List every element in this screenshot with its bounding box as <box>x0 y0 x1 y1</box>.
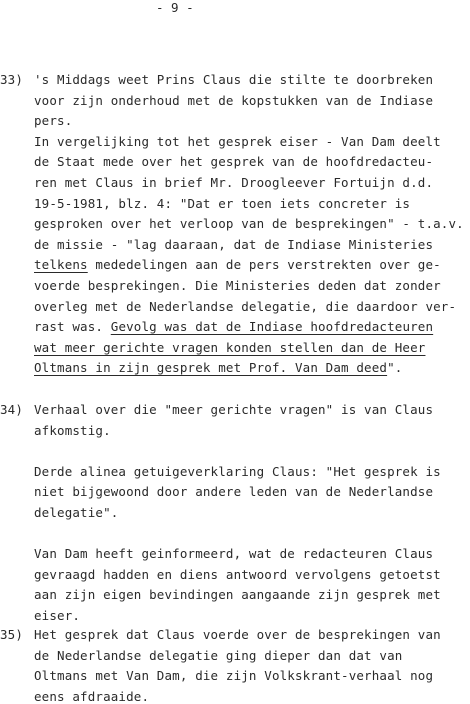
text-line <box>34 566 441 582</box>
text-line <box>34 670 433 683</box>
text-line <box>34 92 434 108</box>
text-line <box>34 177 433 190</box>
text-segment: Oltmans met Van Dam, die zijn Volkskrant-verhaal nog <box>34 668 434 684</box>
underlined-text: Gevolg was dat de Indiase hoofdredacteuren <box>110 319 434 335</box>
text-segment: de Staat mede over het gesprek van de hoofdredacteu- <box>34 154 434 170</box>
text-line <box>34 321 433 334</box>
text-segment: 's Middags weet Prins Claus die stilte te doorbreken <box>34 72 434 87</box>
text-segment: overleg met de Nederlandse delegatie, die daardoor ver- <box>34 298 457 314</box>
text-segment: gesproken over het verloop van de besprekingen" - t.a.v. <box>34 216 464 232</box>
text-segment: niet bijgewoond door andere leden van de Nederlandse <box>34 484 434 500</box>
paragraph-number: 35) <box>0 627 24 642</box>
text-segment: ren met Claus in brief Mr. Droogleever Fortuijn d.d. <box>34 175 434 190</box>
text-segment: gevraagd hadden en diens antwoord vervolgens getoetst <box>34 566 441 582</box>
text-segment: Derde alinea getuigeverklaring Claus: "Het gesprek is <box>34 463 441 479</box>
underlined-text: telkens <box>34 257 88 273</box>
text-line <box>34 507 118 520</box>
text-segment: de Nederlandse delegatie ging dieper dan dat van <box>34 647 403 663</box>
text-segment: voerde besprekingen. Die Ministeries deden dat zonder <box>34 278 441 293</box>
text-segment: ". <box>387 360 403 376</box>
text-line <box>34 647 403 663</box>
text-segment: eens afdraaide. <box>34 688 150 704</box>
text-line <box>34 589 441 602</box>
text-segment: 19-5-1981, blz. 4: "Dat er toen iets concreter is <box>34 195 411 211</box>
text-line <box>34 610 80 623</box>
text-line <box>34 688 150 704</box>
text-line <box>34 629 441 642</box>
text-line <box>34 259 441 272</box>
text-segment: aan zijn eigen bevindingen aangaande zijn gesprek met <box>34 587 441 603</box>
paragraph-number: 34) <box>0 402 24 417</box>
text-segment: Verhaal over die "meer gerichte vragen" is van Claus <box>34 402 434 417</box>
text-segment: pers. <box>34 113 73 129</box>
text-segment: afkomstig. <box>34 422 111 438</box>
text-line <box>34 133 441 149</box>
text-line <box>34 74 433 87</box>
underlined-text: wat meer gerichte vragen konden stellen dan de Heer <box>34 339 426 355</box>
text-line <box>34 156 433 169</box>
text-segment: mededelingen aan de pers verstrekten over ge- <box>87 257 441 273</box>
text-segment: Het gesprek dat Claus voerde over de besprekingen van <box>34 627 441 642</box>
text-line <box>34 280 441 293</box>
text-line <box>34 236 434 252</box>
text-segment: In vergelijking tot het gesprek eiser - Van Dam deelt <box>34 133 441 149</box>
text-line <box>34 422 111 438</box>
text-line <box>34 486 433 499</box>
text-line <box>34 548 433 561</box>
text-segment: voor zijn onderhoud met de kopstukken van de Indiase <box>34 92 434 108</box>
page-number: - 9 - <box>156 0 194 15</box>
text-segment: delegatie". <box>34 505 119 520</box>
text-segment: rast was. <box>34 319 111 335</box>
text-segment: eiser. <box>34 608 81 623</box>
text-line <box>34 404 433 417</box>
text-segment: de missie - "lag daaraan, dat de Indiase Ministeries <box>34 236 434 252</box>
text-line <box>34 463 441 479</box>
text-line <box>34 218 464 231</box>
text-line <box>34 195 411 211</box>
paragraph-number: 33) <box>0 72 24 87</box>
text-line <box>34 362 402 375</box>
text-line <box>34 298 457 314</box>
text-line <box>34 339 426 355</box>
text-line <box>34 115 72 128</box>
underlined-text: Oltmans in zijn gesprek met Prof. Van Dam deed <box>34 360 388 376</box>
text-segment: Van Dam heeft geinformeerd, wat de redacteuren Claus <box>34 546 434 562</box>
